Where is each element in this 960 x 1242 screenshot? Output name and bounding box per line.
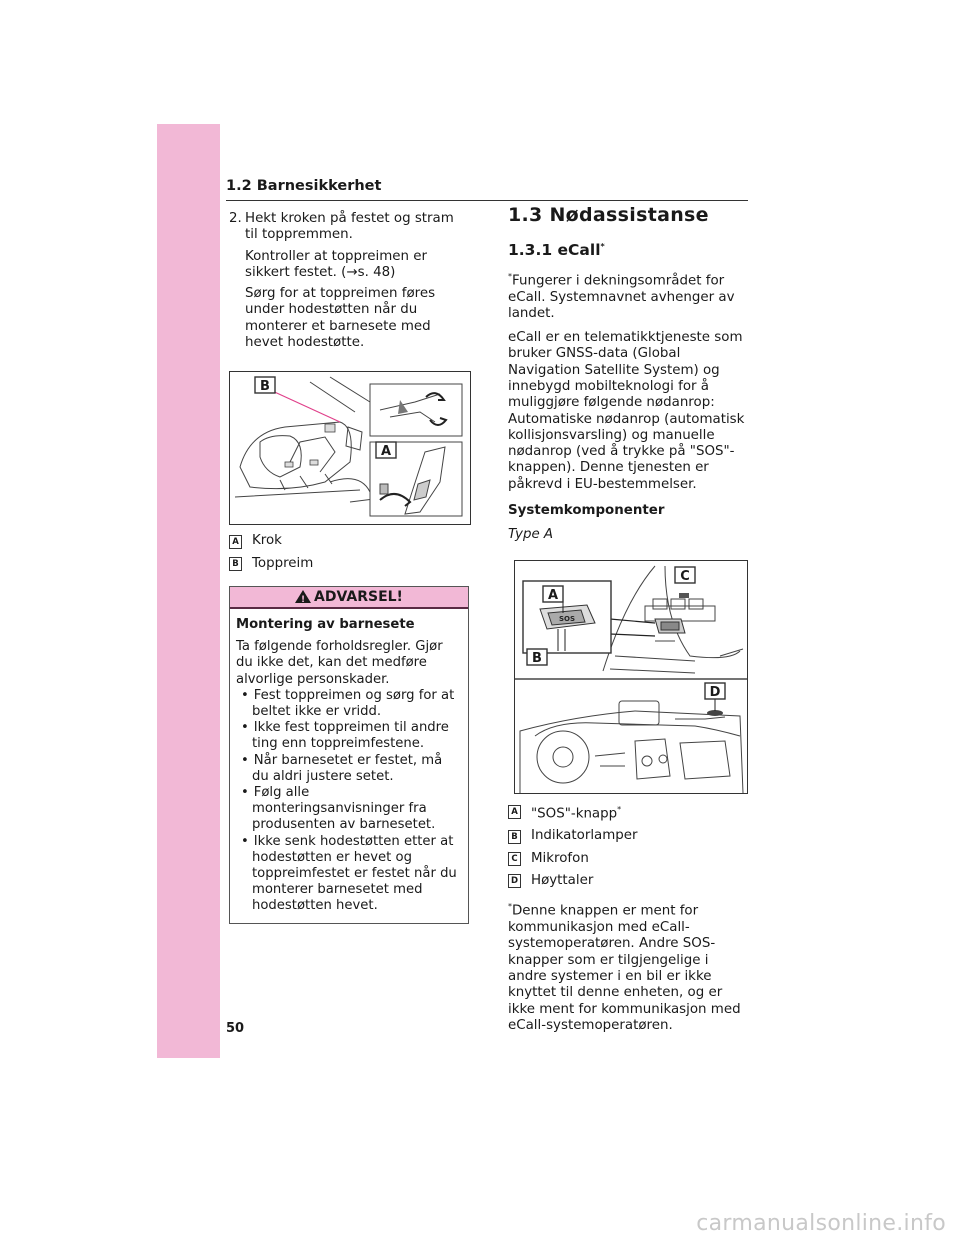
step-paragraph-1: Kontroller at toppreimen er sikkert festet. (→s. 48)	[245, 248, 427, 280]
watermark: carmanualsonline.info	[696, 1211, 946, 1236]
warning-item: • Ikke fest toppreimen til andre ting enn toppreimfestene.	[236, 720, 462, 752]
warning-item: • Ikke senk hodestøtten etter at hodestøtten er hevet og toppreimfestet er festet når du monterer barnesetet med hodestøtten hevet.	[236, 834, 462, 915]
legend-text: Toppreim	[252, 555, 314, 571]
figure-label-c: C	[680, 568, 690, 584]
intro-paragraph: eCall er en telematikktjeneste som bruker GNSS-data (Global Navigation Satellite System) og innebygd mobilteknologi for å muliggjøre følgende nødanrop: Automatiske nødanrop (automatisk kollisjonsvarsling) og manuelle nødanrop (ved å trykke på "SOS"-knappen). Denne tjenesten er påkrevd i EU-bestemmelser.	[508, 330, 745, 492]
warning-subtitle: Montering av barnesete	[236, 616, 415, 632]
ecall-illustration	[515, 561, 747, 793]
step-paragraph-2: Sørg for at toppreimen føres under hodestøtten når du monterer et barnesete med hevet hodestøtte.	[245, 286, 436, 351]
left-column	[229, 211, 469, 924]
subsection-title-text: 1.3.1 eCall	[508, 241, 601, 260]
figure-label-a: A	[547, 587, 559, 603]
legend-item-sos-button	[508, 802, 750, 823]
legend-badge: A	[229, 535, 242, 549]
subsection-title	[508, 239, 750, 258]
figure-label-b: B	[260, 379, 270, 395]
legend-text-label: "SOS"-knapp	[531, 806, 618, 822]
legend-badge: D	[508, 874, 521, 888]
warning-list	[236, 688, 462, 915]
right-column	[508, 204, 750, 1034]
type-label: Type A	[508, 527, 554, 543]
step-text: Hekt kroken på festet og stram til toppremmen.	[245, 211, 454, 243]
asterisk: *	[617, 804, 622, 814]
legend-text	[531, 802, 621, 823]
section-title: 1.3 Nødassistanse	[508, 204, 709, 226]
step-number: 2.	[229, 211, 242, 226]
legend-text: Krok	[252, 533, 282, 549]
warning-item: • Fest toppreimen og sørg for at beltet ikke er vridd.	[236, 688, 462, 720]
ecall-components-figure	[514, 560, 748, 794]
footnote-bottom	[508, 899, 750, 1034]
footnote-top-text: Fungerer i dekningsområdet for eCall. Systemnavnet avhenger av landet.	[508, 273, 735, 321]
warning-item: • Når barnesetet er festet, må du aldri justere setet.	[236, 753, 462, 785]
legend-text: Indikatorlamper	[531, 828, 638, 844]
components-heading: Systemkomponenter	[508, 503, 665, 519]
asterisk: *	[508, 271, 512, 281]
legend-item-speaker	[508, 873, 750, 889]
warning-icon: !	[295, 590, 311, 603]
legend-text: Mikrofon	[531, 850, 589, 866]
child-seat-illustration	[230, 372, 470, 524]
legend-item-top-strap	[229, 556, 469, 572]
figure-label-b: B	[532, 650, 542, 666]
step-2	[229, 211, 469, 244]
child-seat-figure	[229, 371, 471, 525]
legend-item-indicator-lamps	[508, 828, 750, 844]
asterisk: *	[600, 242, 605, 252]
section-color-tab	[157, 124, 220, 1058]
warning-header	[230, 587, 468, 609]
legend-item-hook	[229, 533, 469, 549]
sos-text: SOS	[558, 614, 576, 623]
warning-box	[229, 586, 469, 924]
asterisk: *	[508, 902, 512, 912]
footnote-top	[508, 269, 750, 322]
legend-badge: B	[229, 557, 242, 571]
warning-intro: Ta følgende forholdsregler. Gjør du ikke det, kan det medføre alvorlige personskader.	[236, 639, 443, 687]
legend-badge: B	[508, 830, 521, 844]
legend-item-microphone	[508, 851, 750, 867]
section-header: 1.2 Barnesikkerhet	[226, 178, 382, 194]
figure-label-a: A	[380, 444, 392, 460]
warning-body	[230, 609, 468, 923]
warning-title: ADVARSEL!	[314, 588, 403, 605]
legend-badge: A	[508, 805, 521, 819]
page-number: 50	[226, 1021, 245, 1036]
legend-badge: C	[508, 852, 521, 866]
footnote-bottom-text: Denne knappen er ment for kommunikasjon med eCall-systemoperatøren. Andre SOS-knapper som er tilgjengelige i andre systemer i en bil er ikke knyttet til denne enheten, og er ikke ment for kommunikasjon med eCall-systemoperatøren.	[508, 903, 741, 1033]
figure-label-d: D	[709, 684, 721, 700]
warning-item: • Følg alle monteringsanvisninger fra produsenten av barnesetet.	[236, 785, 462, 834]
header-rule	[226, 200, 748, 201]
legend-text: Høyttaler	[531, 873, 594, 889]
